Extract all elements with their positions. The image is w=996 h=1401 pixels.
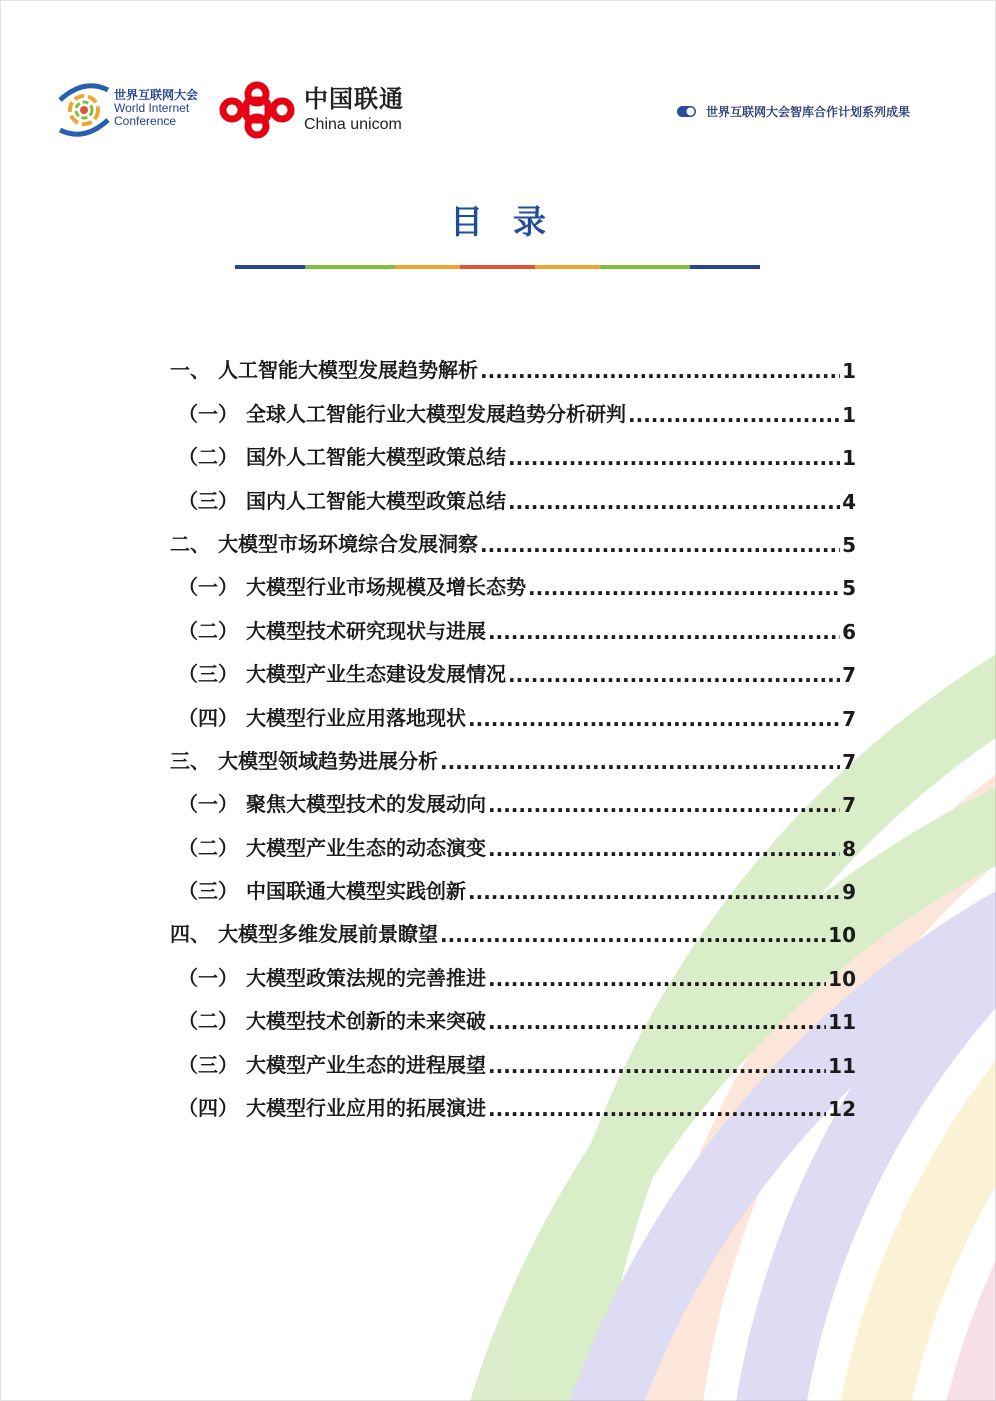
toc-title: 中国联通大模型实践创新 [246, 879, 466, 904]
toc-title: 大模型市场环境综合发展洞察 [218, 531, 478, 556]
toc-entry[interactable] [170, 817, 856, 860]
toc-leader [528, 576, 840, 600]
toc-page: 4 [842, 489, 856, 514]
toc-leader [508, 446, 840, 470]
toc-number: 三、 [170, 748, 210, 773]
bar-segment [460, 265, 535, 269]
toc-leader [488, 1097, 826, 1121]
table-of-contents [170, 340, 856, 1121]
toc-number: （二） [178, 835, 238, 860]
toc-entry[interactable] [170, 383, 856, 426]
toc-entry[interactable] [170, 991, 856, 1034]
toc-number: （三） [178, 662, 238, 687]
wic-name-en-1: World Internet [114, 101, 190, 115]
toc-leader [488, 967, 826, 991]
pill-icon [677, 106, 696, 117]
toc-page: 1 [842, 446, 856, 471]
toc-leader [488, 793, 840, 817]
toc-entry[interactable] [170, 861, 856, 904]
toc-leader [628, 403, 840, 427]
toc-entry[interactable] [170, 644, 856, 687]
toc-title: 大模型政策法规的完善推进 [246, 965, 486, 990]
toc-number: （一） [178, 401, 238, 426]
toc-page: 7 [842, 749, 856, 774]
toc-page: 5 [842, 532, 856, 557]
toc-page: 7 [842, 706, 856, 731]
toc-title: 大模型产业生态的动态演变 [246, 835, 486, 860]
toc-entry[interactable] [170, 774, 856, 817]
toc-page: 8 [842, 836, 856, 861]
toc-number: （一） [178, 965, 238, 990]
toc-page: 5 [842, 576, 856, 601]
toc-entry[interactable] [170, 687, 856, 730]
toc-page: 12 [828, 1097, 856, 1122]
toc-title: 国外人工智能大模型政策总结 [246, 445, 506, 470]
toc-leader [468, 880, 840, 904]
series-label [677, 103, 910, 120]
toc-entry[interactable] [170, 557, 856, 600]
toc-number: （二） [178, 445, 238, 470]
toc-page: 11 [828, 1053, 856, 1078]
unicom-knot-icon [218, 80, 296, 140]
toc-title: 大模型行业市场规模及增长态势 [246, 575, 526, 600]
toc-number: （二） [178, 1009, 238, 1034]
toc-entry[interactable] [170, 731, 856, 774]
toc-entry[interactable] [170, 340, 856, 383]
toc-title: 人工智能大模型发展趋势解析 [218, 358, 478, 383]
wic-emblem-icon [54, 80, 114, 140]
toc-number: （四） [178, 1096, 238, 1121]
toc-title: 大模型行业应用的拓展演进 [246, 1096, 486, 1121]
toc-page: 11 [828, 1010, 856, 1035]
unicom-logo [218, 80, 418, 140]
toc-title: 大模型产业生态建设发展情况 [246, 662, 506, 687]
series-text: 世界互联网大会智库合作计划系列成果 [705, 105, 910, 119]
toc-number: 二、 [170, 531, 210, 556]
toc-number: 四、 [170, 922, 210, 947]
toc-leader [488, 620, 840, 644]
toc-title: 大模型技术研究现状与进展 [246, 618, 486, 643]
bar-segment [600, 265, 690, 269]
toc-leader [488, 1010, 826, 1034]
toc-number: （一） [178, 792, 238, 817]
wic-name-en-2: Conference [114, 114, 177, 128]
bar-segment [235, 265, 305, 269]
toc-page: 10 [828, 923, 856, 948]
toc-page: 9 [842, 880, 856, 905]
toc-number: （四） [178, 705, 238, 730]
toc-entry[interactable] [170, 470, 856, 513]
toc-title: 全球人工智能行业大模型发展趋势分析研判 [246, 401, 626, 426]
toc-leader [440, 750, 840, 774]
toc-leader [508, 663, 840, 687]
toc-leader [468, 707, 840, 731]
toc-title: 国内人工智能大模型政策总结 [246, 488, 506, 513]
toc-title: 大模型行业应用落地现状 [246, 705, 466, 730]
toc-page: 6 [842, 619, 856, 644]
toc-entry[interactable] [170, 514, 856, 557]
toc-entry[interactable] [170, 904, 856, 947]
toc-entry[interactable] [170, 427, 856, 470]
wic-name-cn: 世界互联网大会 [114, 88, 199, 102]
toc-number: 一、 [170, 358, 210, 383]
toc-title: 大模型技术创新的未来突破 [246, 1009, 486, 1034]
toc-leader [480, 359, 840, 383]
bar-segment [305, 265, 395, 269]
toc-leader [508, 490, 840, 514]
toc-number: （三） [178, 488, 238, 513]
toc-number: （三） [178, 1052, 238, 1077]
bar-segment [395, 265, 460, 269]
toc-title: 大模型多维发展前景瞭望 [218, 922, 438, 947]
unicom-name-en: China unicom [304, 116, 402, 133]
toc-title: 大模型领域趋势进展分析 [218, 748, 438, 773]
toc-entry[interactable] [170, 1034, 856, 1077]
wic-logo [54, 80, 214, 140]
toc-entry[interactable] [170, 1078, 856, 1121]
toc-number: （二） [178, 618, 238, 643]
toc-title: 大模型产业生态的进程展望 [246, 1052, 486, 1077]
page-title: 目录 [450, 202, 576, 241]
toc-leader [488, 837, 840, 861]
toc-entry[interactable] [170, 600, 856, 643]
toc-leader [488, 1054, 826, 1078]
bar-segment [535, 265, 600, 269]
toc-leader [480, 533, 840, 557]
toc-page: 7 [842, 793, 856, 818]
unicom-name-cn: 中国联通 [304, 85, 404, 113]
toc-page: 1 [842, 402, 856, 427]
toc-title: 聚焦大模型技术的发展动向 [246, 792, 486, 817]
toc-number: （一） [178, 575, 238, 600]
toc-entry[interactable] [170, 947, 856, 990]
toc-page: 1 [842, 359, 856, 384]
title-color-bar [235, 265, 760, 269]
toc-page: 7 [842, 663, 856, 688]
toc-leader [440, 923, 826, 947]
toc-page: 10 [828, 966, 856, 991]
bar-segment [690, 265, 760, 269]
toc-number: （三） [178, 879, 238, 904]
